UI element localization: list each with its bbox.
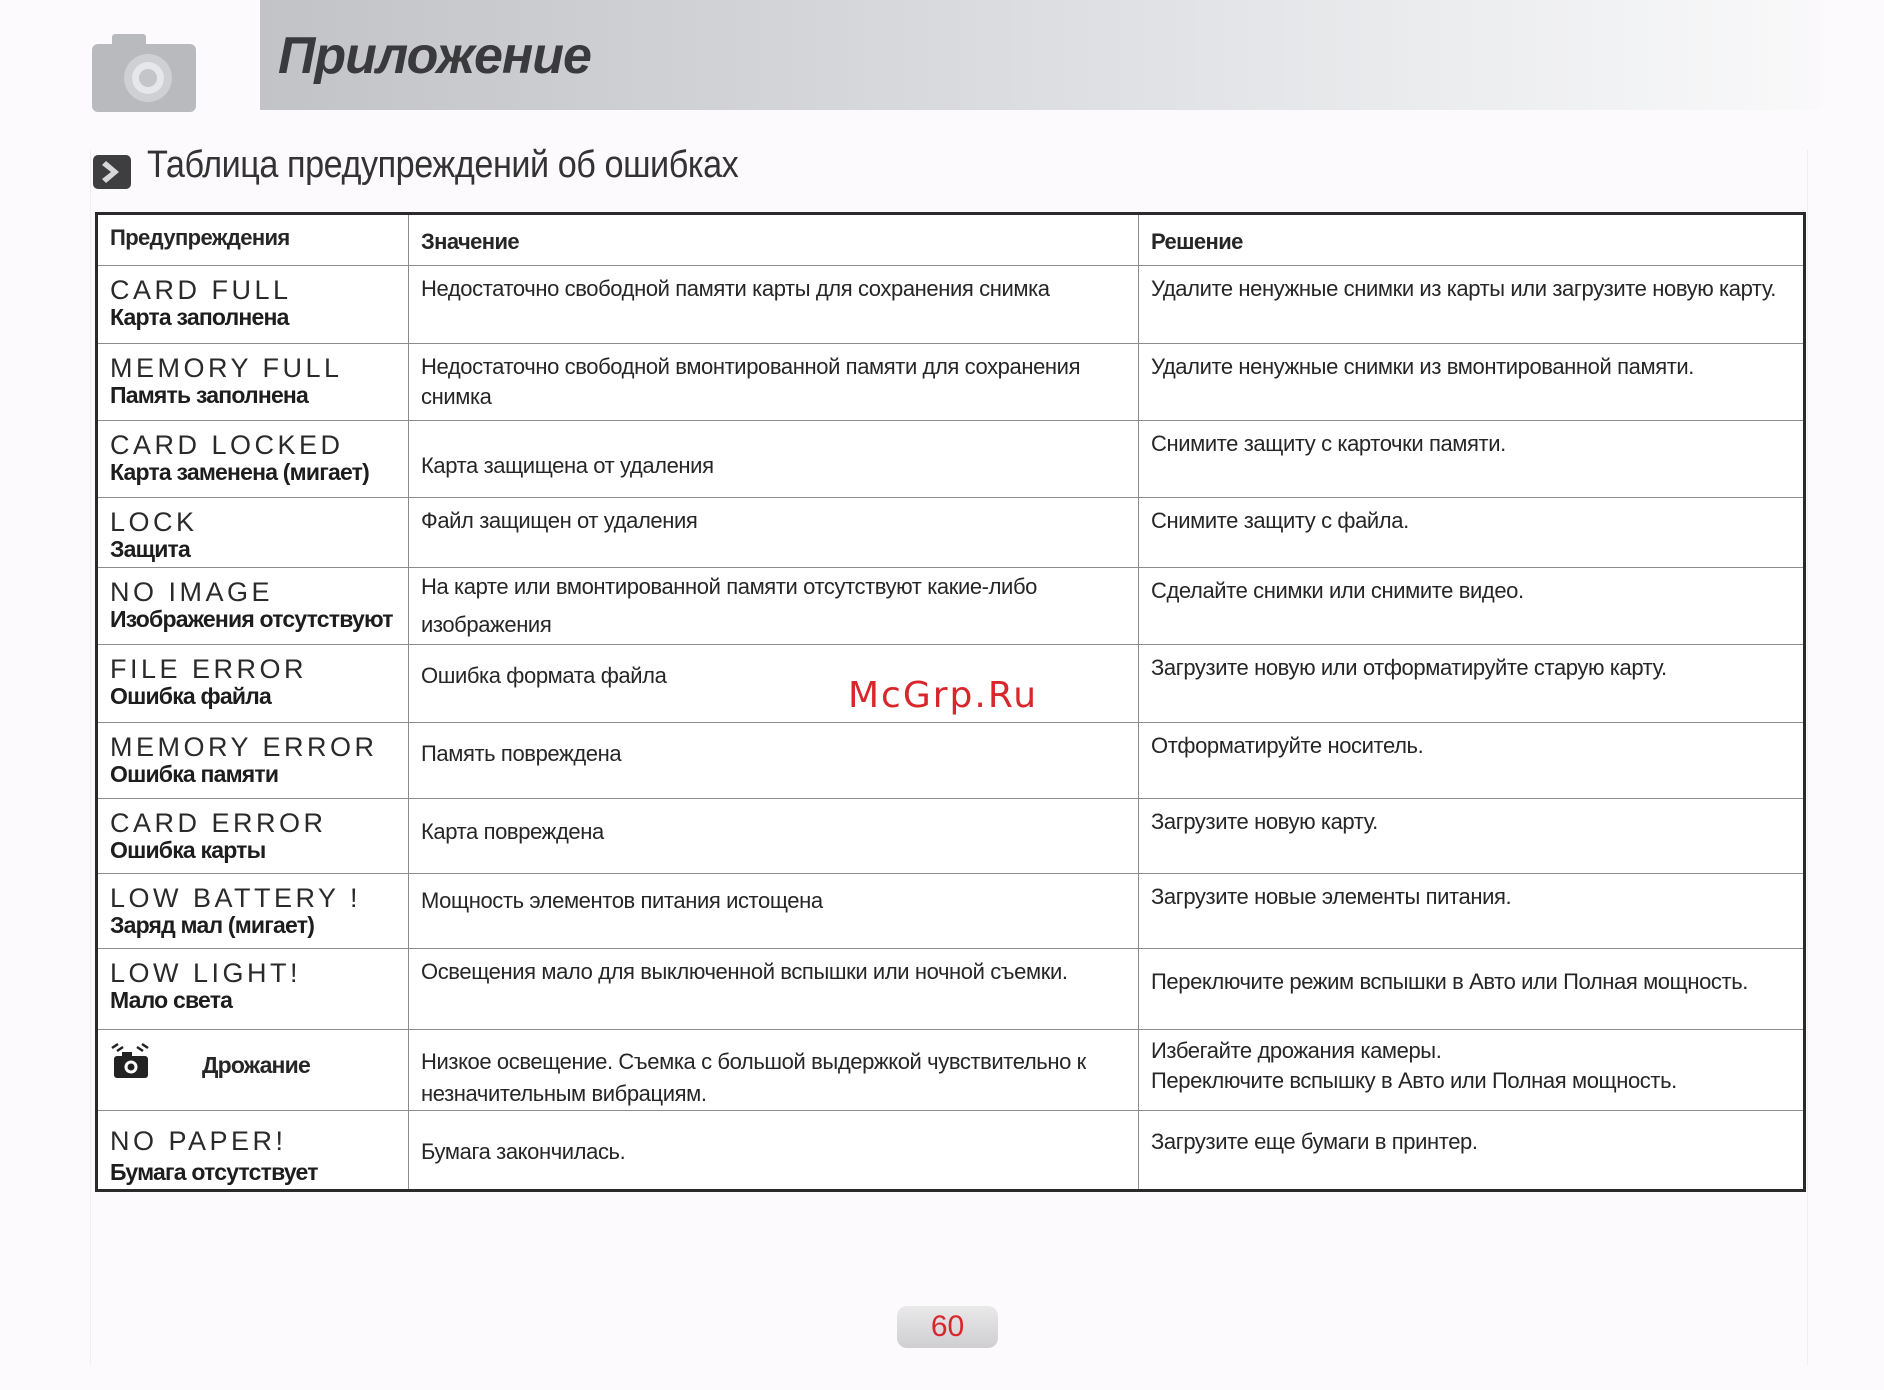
warning-label: Защита: [110, 536, 191, 562]
warning-cell: [97, 266, 409, 344]
solution-text-line2: Переключите вспышку в Авто или Полная мощность.: [1151, 1068, 1677, 1093]
warning-cell: [97, 498, 409, 568]
meaning-cell: [409, 949, 1139, 1030]
meaning-cell: [409, 421, 1139, 498]
solution-text: Загрузите новую карту.: [1151, 809, 1378, 834]
meaning-text: Карта защищена от удаления: [421, 453, 714, 478]
solution-cell: [1139, 568, 1805, 645]
solution-cell: [1139, 421, 1805, 498]
warning-label: Карта заполнена: [110, 304, 289, 330]
solution-cell: [1139, 645, 1805, 723]
solution-text: Загрузите еще бумаги в принтер.: [1151, 1129, 1478, 1154]
solution-text-line1: Избегайте дрожания камеры.: [1151, 1038, 1442, 1063]
warning-code: MEMORY FULL: [110, 353, 343, 383]
warning-cell: [97, 344, 409, 421]
meaning-text: Освещения мало для выключенной вспышки или ночной съемки.: [421, 959, 1068, 984]
meaning-text: На карте или вмонтированной памяти отсутствуют какие-либо изображения: [421, 574, 1037, 637]
warning-code: FILE ERROR: [110, 654, 308, 684]
warning-label: Ошибка памяти: [110, 761, 279, 787]
warning-cell: [97, 1030, 409, 1111]
solution-text: Загрузите новую или отформатируйте старую карту.: [1151, 655, 1667, 680]
table-row: [97, 344, 1805, 421]
warning-label: Бумага отсутствует: [110, 1159, 318, 1185]
warning-label: Память заполнена: [110, 382, 309, 408]
warning-code: CARD ERROR: [110, 808, 327, 838]
solution-text: Снимите защиту с файла.: [1151, 508, 1409, 533]
solution-text: Переключите режим вспышки в Авто или Полная мощность.: [1151, 969, 1748, 994]
table-row: [97, 1111, 1805, 1191]
meaning-text: Ошибка формата файла: [421, 663, 667, 688]
warning-code: MEMORY ERROR: [110, 732, 378, 762]
meaning-text: Карта повреждена: [421, 819, 604, 844]
warning-label: Карта заменена (мигает): [110, 459, 369, 485]
warning-cell: [97, 799, 409, 874]
warning-label: Дрожание: [202, 1052, 310, 1078]
warning-code: LOW LIGHT!: [110, 958, 302, 988]
column-header-warning: Предупреждения: [97, 214, 409, 266]
solution-text: Сделайте снимки или снимите видео.: [1151, 578, 1524, 603]
table-row: [97, 949, 1805, 1030]
solution-cell: [1139, 799, 1805, 874]
table-row: [97, 1030, 1805, 1111]
warning-label: Заряд мал (мигает): [110, 912, 315, 938]
camera-icon: [92, 34, 200, 112]
meaning-cell: [409, 266, 1139, 344]
warning-cell: [97, 874, 409, 949]
solution-text: Отформатируйте носитель.: [1151, 733, 1424, 758]
warning-label: Ошибка файла: [110, 683, 271, 709]
table-row: [97, 266, 1805, 344]
warning-cell: [97, 645, 409, 723]
meaning-text: Память повреждена: [421, 741, 622, 766]
solution-text: Загрузите новые элементы питания.: [1151, 884, 1512, 909]
solution-text: Снимите защиту с карточки памяти.: [1151, 431, 1506, 456]
warning-label: Мало света: [110, 987, 233, 1013]
warning-code: NO PAPER!: [110, 1126, 287, 1156]
warning-cell: [97, 949, 409, 1030]
arrow-right-icon: [92, 154, 132, 190]
warning-cell: [97, 568, 409, 645]
solution-cell: [1139, 344, 1805, 421]
warning-code: LOW BATTERY !: [110, 883, 362, 913]
meaning-text: Недостаточно свободной вмонтированной памяти для сохранения снимка: [421, 354, 1081, 409]
table-row: [97, 874, 1805, 949]
watermark: McGrp.Ru: [848, 675, 1039, 716]
solution-cell: [1139, 1030, 1805, 1111]
meaning-cell: [409, 344, 1139, 421]
meaning-text: Недостаточно свободной памяти карты для сохранения снимка: [421, 276, 1050, 301]
warning-code: LOCK: [110, 507, 198, 537]
page-title: Приложение: [278, 27, 591, 85]
meaning-cell: [409, 723, 1139, 799]
solution-cell: [1139, 874, 1805, 949]
meaning-cell: [409, 1030, 1139, 1111]
warning-cell: [97, 1111, 409, 1191]
meaning-cell: [409, 498, 1139, 568]
warning-cell: [97, 723, 409, 799]
table-row: [97, 498, 1805, 568]
warning-code: CARD FULL: [110, 275, 292, 305]
meaning-text: Бумага закончилась.: [421, 1139, 626, 1164]
solution-cell: [1139, 949, 1805, 1030]
table-row: [97, 723, 1805, 799]
table-row: [97, 799, 1805, 874]
meaning-text: Мощность элементов питания истощена: [421, 888, 823, 913]
page-number: 60: [897, 1306, 998, 1348]
meaning-text: Файл защищен от удаления: [421, 508, 698, 533]
warning-code: NO IMAGE: [110, 577, 274, 607]
meaning-cell: [409, 874, 1139, 949]
warning-cell: [97, 421, 409, 498]
solution-text: Удалите ненужные снимки из вмонтированной памяти.: [1151, 354, 1694, 379]
warning-code: CARD LOCKED: [110, 430, 344, 460]
table-header-row: [97, 214, 1805, 266]
meaning-text: Низкое освещение. Съемка с большой выдержкой чувствительно к незначительным вибрациям.: [421, 1049, 1086, 1106]
camera-shake-icon: [108, 1042, 152, 1080]
solution-cell: [1139, 498, 1805, 568]
solution-text: Удалите ненужные снимки из карты или загрузите новую карту.: [1151, 276, 1776, 301]
column-header-solution: Решение: [1139, 214, 1805, 266]
section-title: Таблица предупреждений об ошибках: [147, 144, 739, 186]
meaning-cell: [409, 799, 1139, 874]
table-row: [97, 568, 1805, 645]
warning-label: Ошибка карты: [110, 837, 266, 863]
warning-label: Изображения отсутствуют: [110, 606, 393, 632]
column-header-meaning: Значение: [409, 214, 1139, 266]
solution-cell: [1139, 266, 1805, 344]
meaning-cell: [409, 568, 1139, 645]
meaning-cell: [409, 1111, 1139, 1191]
solution-cell: [1139, 1111, 1805, 1191]
solution-cell: [1139, 723, 1805, 799]
table-row: [97, 421, 1805, 498]
